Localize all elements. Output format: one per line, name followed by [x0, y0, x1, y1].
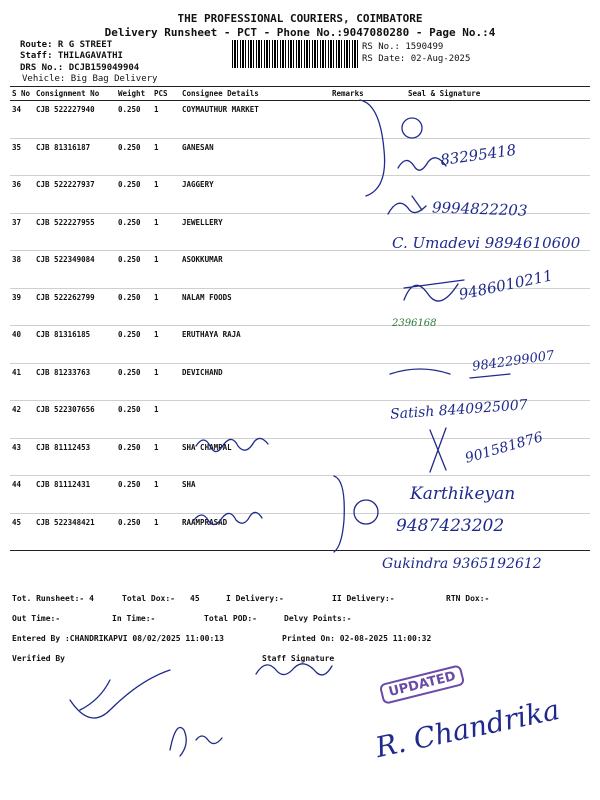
cell-remarks — [330, 438, 388, 476]
cell-weight: 0.250 — [116, 476, 152, 514]
cell-consignment: CJB 81233763 — [34, 363, 116, 401]
cell-weight: 0.250 — [116, 363, 152, 401]
cell-weight: 0.250 — [116, 513, 152, 551]
i-delivery: I Delivery:- — [226, 594, 284, 603]
entered-by: Entered By :CHANDRIKAPVI 08/02/2025 11:00:13 — [12, 634, 224, 643]
cell-remarks — [330, 138, 388, 176]
cell-remarks — [330, 401, 388, 439]
cell-remarks — [330, 476, 388, 514]
cell-weight: 0.250 — [116, 251, 152, 289]
out-time: Out Time:- — [12, 614, 61, 623]
cell-pcs: 1 — [152, 438, 180, 476]
cell-pcs: 1 — [152, 288, 180, 326]
cell-remarks — [330, 251, 388, 289]
staff-signature-scribble — [256, 664, 332, 675]
verify-initials — [170, 728, 222, 757]
cell-sno: 41 — [10, 363, 34, 401]
cell-pcs: 1 — [152, 213, 180, 251]
route: Route: R G STREET — [20, 40, 113, 50]
cell-sno: 37 — [10, 213, 34, 251]
cell-pcs: 1 — [152, 101, 180, 139]
drs-number: DRS No.: DCJB159049904 — [20, 63, 140, 73]
cell-pcs: 1 — [152, 401, 180, 439]
cell-consignee: DEVICHAND — [180, 363, 330, 401]
cell-pcs: 1 — [152, 176, 180, 214]
signature-row-36: 9994822203 — [431, 198, 528, 220]
rs-date: RS Date: 02-Aug-2025 — [362, 54, 471, 64]
cell-sno: 35 — [10, 138, 34, 176]
cell-sno: 38 — [10, 251, 34, 289]
cell-consignment: CJB 522227955 — [34, 213, 116, 251]
cell-sno: 43 — [10, 438, 34, 476]
cell-pcs: 1 — [152, 251, 180, 289]
signature-row-40: 9842299007 — [471, 348, 556, 375]
cell-pcs: 1 — [152, 513, 180, 551]
total-dox-label: Total Dox:- — [122, 594, 175, 603]
cell-consignment: CJB 522348421 — [34, 513, 116, 551]
verify-mark — [70, 670, 170, 718]
cell-remarks — [330, 326, 388, 364]
signature-row-37: C. Umadevi 9894610600 — [392, 234, 581, 252]
signature-row-45: Gukindra 9365192612 — [382, 556, 542, 572]
cell-remarks — [330, 363, 388, 401]
tot-runsheet: Tot. Runsheet:- 4 — [12, 594, 94, 603]
cell-sno: 34 — [10, 101, 34, 139]
vehicle: Vehicle: Big Bag Delivery — [22, 74, 158, 84]
rs-number: RS No.: 1590499 — [362, 42, 444, 52]
cell-consignee: NALAM FOODS — [180, 288, 330, 326]
cell-weight: 0.250 — [116, 101, 152, 139]
cell-consignment: CJB 81316185 — [34, 326, 116, 364]
cell-consignee: ASOKKUMAR — [180, 251, 330, 289]
cell-sno: 45 — [10, 513, 34, 551]
cell-pcs: 1 — [152, 476, 180, 514]
cell-weight: 0.250 — [116, 438, 152, 476]
rtn-dox: RTN Dox:- — [446, 594, 490, 603]
table-header — [10, 87, 590, 101]
cell-consignee: SHA — [180, 476, 330, 514]
signature-row-44: 9487423202 — [396, 516, 505, 536]
cell-sno: 40 — [10, 326, 34, 364]
printed-on: Printed On: 02-08-2025 11:00:32 — [282, 634, 432, 643]
cell-remarks — [330, 213, 388, 251]
signature-row-34: 83295418 — [439, 140, 518, 170]
cell-consignee: ERUTHAYA RAJA — [180, 326, 330, 364]
cell-weight: 0.250 — [116, 288, 152, 326]
cell-remarks — [330, 176, 388, 214]
updated-stamp: UPDATED — [379, 664, 466, 705]
total-pod: Total POD:- — [204, 614, 257, 623]
cell-weight: 0.250 — [116, 401, 152, 439]
cell-signature — [388, 101, 590, 139]
signature-row-41: Satish 8440925007 — [389, 397, 529, 423]
cell-pcs: 1 — [152, 363, 180, 401]
ii-delivery: II Delivery:- — [332, 594, 395, 603]
cell-consignee: COYMAUTHUR MARKET — [180, 101, 330, 139]
cell-sno: 39 — [10, 288, 34, 326]
col-signature: Seal & Signature — [388, 87, 590, 101]
cell-consignment: CJB 522227937 — [34, 176, 116, 214]
signature-row-42: 901581876 — [463, 429, 545, 467]
col-consignment: Consignment No — [34, 87, 116, 101]
cell-consignment: CJB 522307656 — [34, 401, 116, 439]
cell-weight: 0.250 — [116, 138, 152, 176]
cell-sno: 36 — [10, 176, 34, 214]
cell-consignment: CJB 81112453 — [34, 438, 116, 476]
cell-remarks — [330, 513, 388, 551]
signature-row-43: Karthikeyan — [410, 484, 516, 504]
cell-consignee — [180, 401, 330, 439]
staff-signature-label: Staff Signature — [262, 654, 335, 663]
in-time: In Time:- — [112, 614, 156, 623]
cell-pcs: 1 — [152, 326, 180, 364]
signature-row-38: 9486010211 — [457, 266, 555, 304]
cell-consignment: CJB 81112431 — [34, 476, 116, 514]
staff: Staff: THILAGAVATHI — [20, 51, 123, 61]
cell-consignment: CJB 522349084 — [34, 251, 116, 289]
cell-pcs: 1 — [152, 138, 180, 176]
verified-by: Verified By — [12, 654, 65, 663]
cell-consignee: JAGGERY — [180, 176, 330, 214]
signature-row-39: 2396168 — [392, 318, 437, 329]
cell-consignee: JEWELLERY — [180, 213, 330, 251]
runsheet-subtitle: Delivery Runsheet - PCT - Phone No.:9047080280 - Page No.:4 — [104, 26, 496, 39]
col-pcs: PCS — [152, 87, 180, 101]
cell-weight: 0.250 — [116, 176, 152, 214]
cell-weight: 0.250 — [116, 213, 152, 251]
col-weight: Weight — [116, 87, 152, 101]
cell-remarks — [330, 101, 388, 139]
col-remarks: Remarks — [330, 87, 388, 101]
barcode — [232, 40, 358, 68]
total-dox-value: 45 — [190, 594, 200, 603]
cell-consignment: CJB 522227940 — [34, 101, 116, 139]
cell-consignee: GANESAN — [180, 138, 330, 176]
cell-sno: 44 — [10, 476, 34, 514]
company-title: THE PROFESSIONAL COURIERS, COIMBATORE — [177, 12, 423, 25]
cell-consignment: CJB 522262799 — [34, 288, 116, 326]
table-row — [10, 101, 590, 139]
cell-consignee: RAAMPRASAD — [180, 513, 330, 551]
cell-consignment: CJB 81316187 — [34, 138, 116, 176]
cell-sno: 42 — [10, 401, 34, 439]
col-sno: S No — [10, 87, 34, 101]
cell-consignee: SHA CHAMPAL — [180, 438, 330, 476]
col-consignee: Consignee Details — [180, 87, 330, 101]
cell-weight: 0.250 — [116, 326, 152, 364]
receiver-signature: R. Chandrika — [372, 692, 563, 765]
cell-remarks — [330, 288, 388, 326]
delvy-points: Delvy Points:- — [284, 614, 352, 623]
